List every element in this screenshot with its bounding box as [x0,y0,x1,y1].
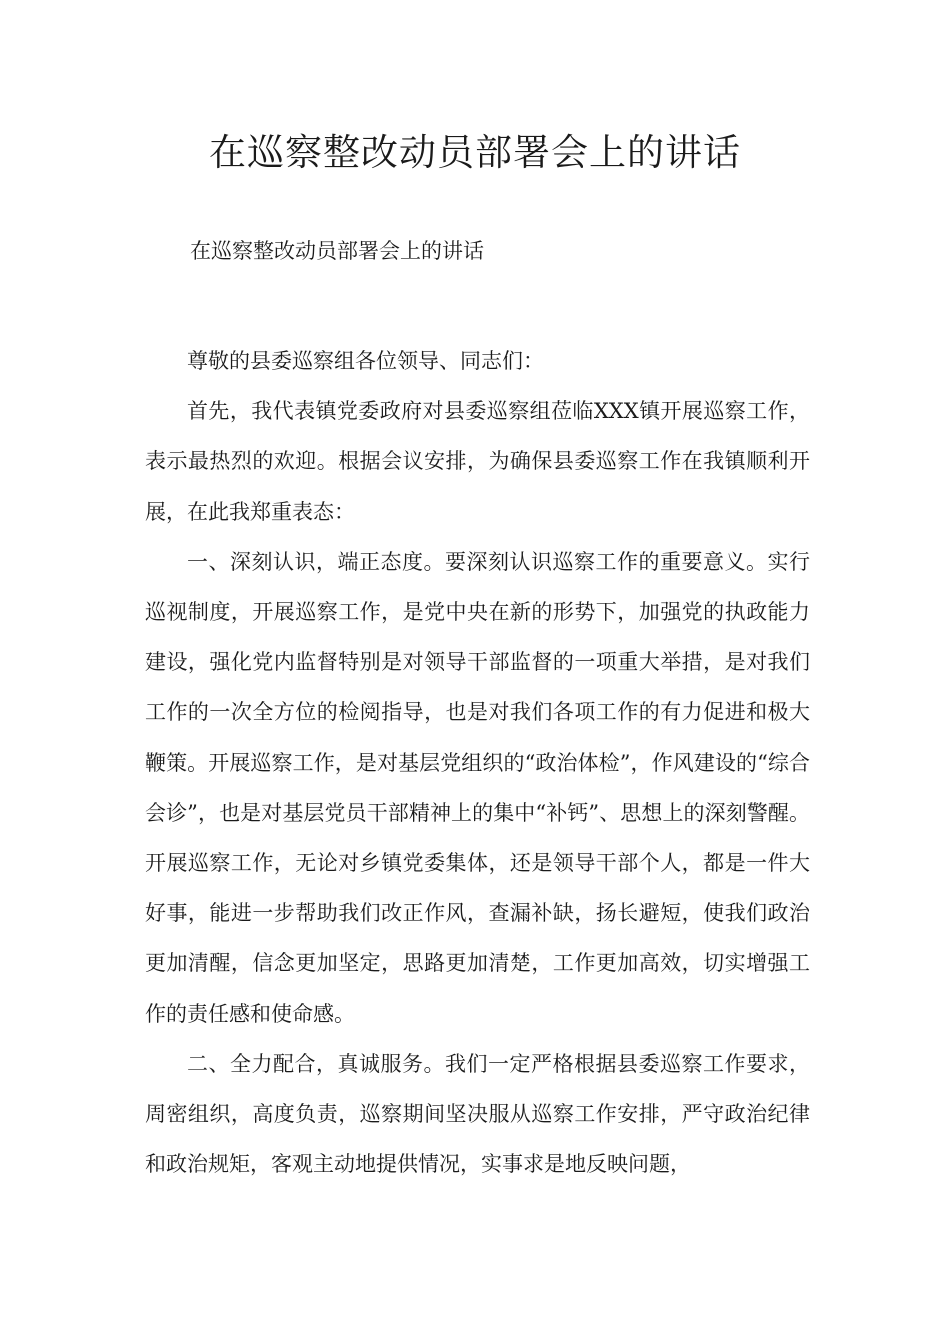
salutation-paragraph: 尊敬的县委巡察组各位领导、同志们： [187,349,544,373]
document-subtitle: 在巡察整改动员部署会上的讲话 [190,239,484,263]
section-one-paragraph: 一、深刻认识，端正态度。要深刻认识巡察工作的重要意义。实行巡视制度，开展巡察工作，是党中央在新的形势下，加强党的执政能力建设，强化党内监督特别是对领导干部监督的一项重大举措，是对我们工作的一次全方位的检阅指导，也是对我们各项工作的有力促进和极大鞭策。开展巡察工作，是对基层党组织的“政治体检”，作风建设的“综合会诊”，也是对基层党员干部精神上的集中“补钙”、思想上的深刻警醒。开展巡察工作，无论对乡镇党委集体，还是领导干部个人，都是一件大好事，能进一步帮助我们改正作风，查漏补缺，扬长避短，使我们政治更加清醒，信念更加坚定，思路更加清楚，工作更加高效，切实增强工作的责任感和使命感。 [145,549,810,1026]
section-two-paragraph: 二、全力配合，真诚服务。我们一定严格根据县委巡察工作要求，周密组织，高度负责，巡察期间坚决服从巡察工作安排，严守政治纪律和政治规矩，客观主动地提供情况，实事求是地反映问题， [145,1051,810,1177]
document-body [145,336,810,1189]
document-title: 在巡察整改动员部署会上的讲话 [209,131,741,174]
opening-paragraph: 首先，我代表镇党委政府对县委巡察组莅临XXX镇开展巡察工作，表示最热烈的欢迎。根据会议安排，为确保县委巡察工作在我镇顺利开展，在此我郑重表态： [145,399,810,524]
